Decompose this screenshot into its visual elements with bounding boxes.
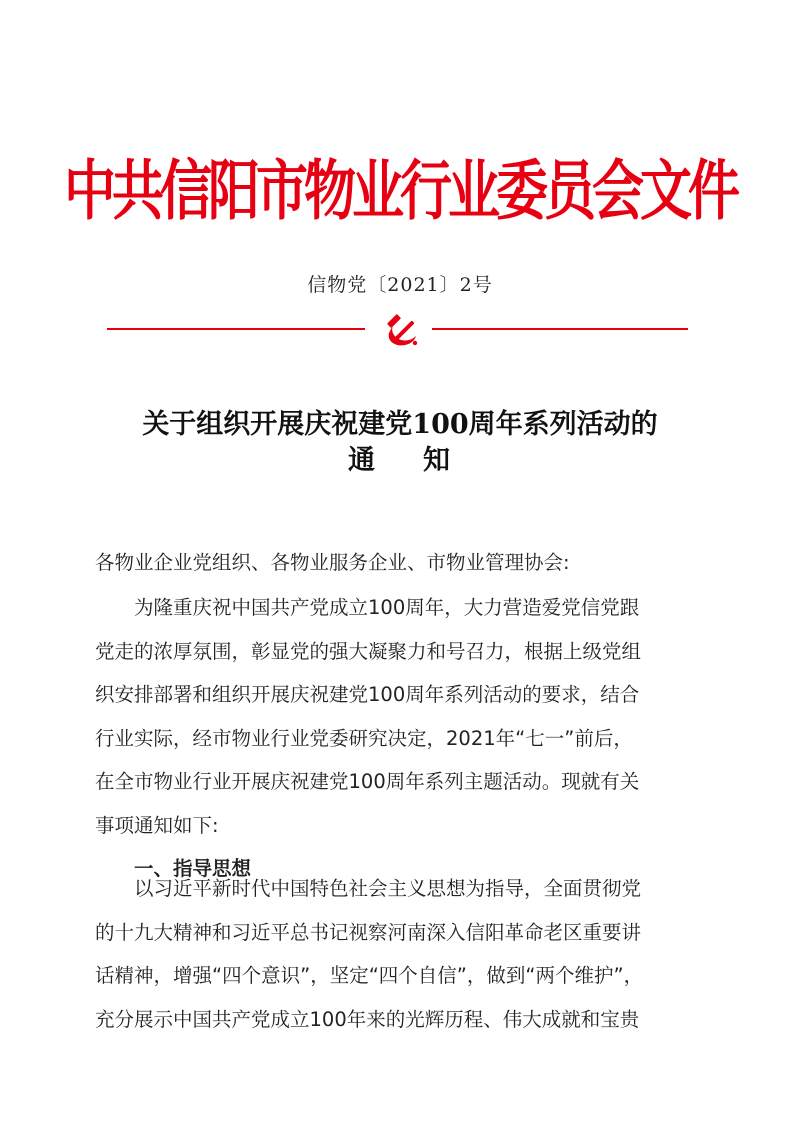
- paragraph-intro: [95, 586, 715, 891]
- notice-title-line1: 关于组织开展庆祝建党100周年系列活动的: [142, 409, 658, 440]
- red-divider-left: [107, 328, 365, 330]
- paragraph-line: 织安排部署和组织开展庆祝建党100周年系列活动的要求，结合: [95, 683, 640, 706]
- paragraph-line: 事项通知如下:: [95, 813, 219, 837]
- notice-title-char-2: 知: [423, 445, 452, 476]
- notice-title-line2: [0, 438, 800, 477]
- notice-title-char-1: 通: [348, 445, 377, 476]
- red-divider-right: [432, 328, 688, 330]
- paragraph-line: 为隆重庆祝中国共产党成立100周年，大力营造爱党信党跟: [134, 596, 640, 619]
- document-number: 信物党〔2021〕2号: [307, 274, 493, 296]
- paragraph-line: 充分展示中国共产党成立100年来的光辉历程、伟大成就和宝贵: [95, 1007, 640, 1031]
- paragraph-line: 以习近平新时代中国特色社会主义思想为指导，全面贯彻党: [134, 877, 642, 900]
- paragraph-line: 的十九大精神和习近平总书记视察河南深入信阳革命老区重要讲: [95, 920, 642, 944]
- hammer-sickle-icon: [381, 309, 421, 349]
- salutation: 各物业企业党组织、各物业服务企业、市物业管理协会:: [95, 551, 570, 574]
- paragraph-line: 在全市物业行业开展庆祝建党100周年系列主题活动。现就有关: [95, 770, 640, 793]
- document-header-title: 中共信阳市物业行业委员会文件: [63, 153, 736, 230]
- section-heading: 一、指导思想: [134, 857, 252, 880]
- paragraph-guiding-thought: [95, 867, 715, 1041]
- paragraph-line: 行业实际，经市物业行业党委研究决定，2021年“七一”前后，: [95, 726, 633, 750]
- paragraph-line: 话精神，增强“四个意识”，坚定“四个自信”，做到“两个维护”，: [95, 964, 644, 987]
- paragraph-line: 党走的浓厚氛围，彰显党的强大凝聚力和号召力，根据上级党组: [95, 639, 642, 663]
